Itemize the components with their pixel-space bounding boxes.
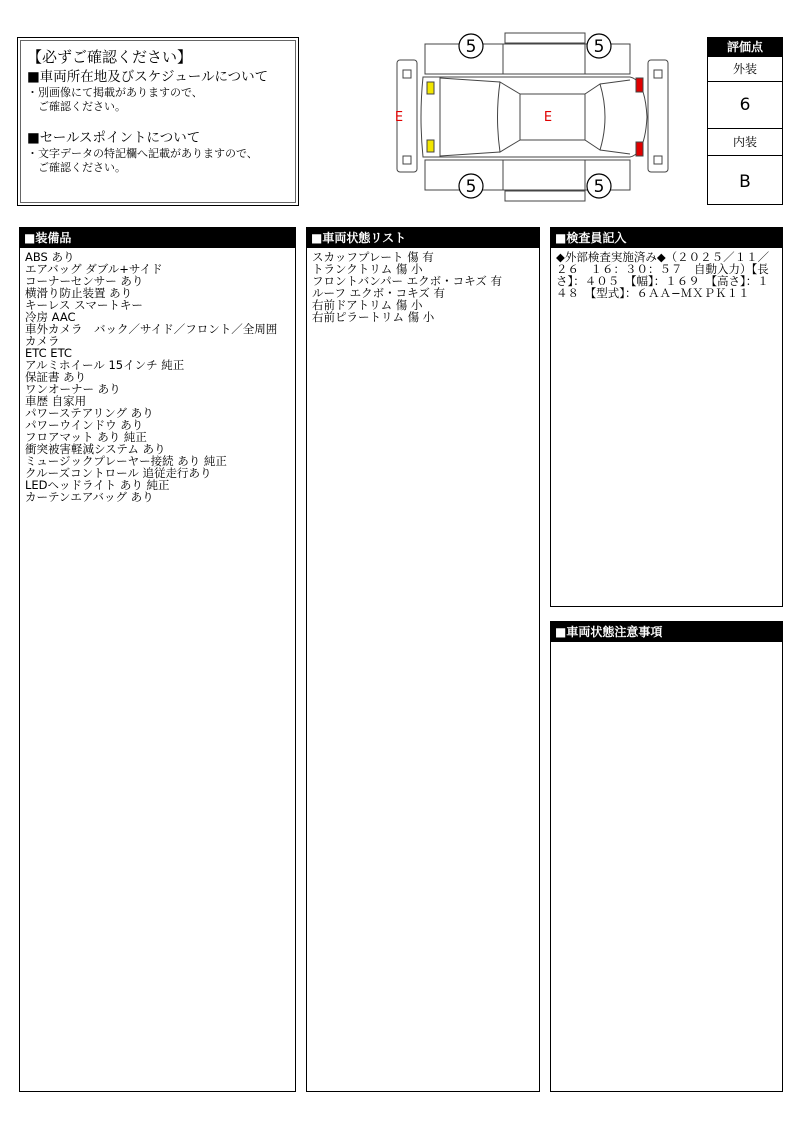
inspector-panel [550,227,783,607]
condition-notes-panel [550,621,783,1092]
inspector-notes: ◆外部検査実施済み◆（２０２５／１１／２６ １６：３０：５７ 自動入力）【長さ】：４０５ 【幅】：１６９ 【高さ】：１４８ 【型式】：６ＡＡ−ＭＸＰＫ１１ [556,250,770,300]
condition-notes-header: ■車両状態注意事項 [551,622,782,642]
notice-title: 【必ずご確認ください】 [27,48,193,66]
tire-mark-front-left: 5 [465,37,477,57]
exterior-label: 外装 [708,56,782,81]
tire-mark-rear-right: 5 [593,177,605,197]
front-light-bottom [427,140,434,152]
notice-box [17,37,299,206]
damage-mark-front: E [395,110,404,125]
condition-list: スカッフプレート 傷 有 トランクトリム 傷 小 フロントバンパー エクボ・コキズ 有 ルーフ エクボ・コキズ 有 右前ドアトリム 傷 小 右前ピラートリム 傷 小 [312,250,503,324]
damage-mark-roof: E [543,110,553,125]
grade-title: 評価点 [708,38,782,56]
car-condition-diagram [395,32,675,202]
rear-light-bottom [636,142,643,156]
notice-location-line1: ・別画像にて掲載がありますので、 [27,86,203,99]
equipment-header: ■装備品 [20,228,295,248]
notice-salespoint-heading: ■セールスポイントについて [27,130,201,146]
equipment-panel [19,227,296,1092]
condition-list-panel [306,227,540,1092]
condition-notes [551,642,782,648]
grade-box [707,37,783,205]
exterior-grade: 6 [708,81,782,129]
tire-mark-front-right: 5 [465,177,477,197]
rear-light-top [636,78,643,92]
notice-location-line2: ご確認ください。 [27,100,126,113]
inspector-header: ■検査員記入 [551,228,782,248]
front-light-top [427,82,434,94]
condition-list-header: ■車両状態リスト [307,228,539,248]
equipment-list: ABS あり エアバッグ ダブル+サイド コーナーセンサー あり 横滑り防止装置 あり キーレス スマートキー 冷房 AAC 車外カメラ バック／サイド／フロント／全周囲 カメラ ETC ETC アルミホイール 15インチ 純正 保証書 あり ワンオーナー あり 車歴 自家用 パワーステアリング あり パワーウインドウ あり フロアマット あり 純正 衝突被害軽減システム あり ミュージックプレーヤー接続 あり 純正 クルーズコントロール 追従走行あり LEDヘッドライト あり 純正 カーテンエアバッグ あり [25,250,278,504]
notice-salespoint-line1: ・文字データの特記欄へ記載がありますので、 [27,147,258,160]
interior-label: 内装 [732,135,757,149]
interior-grade: B [708,155,782,208]
tire-mark-rear-left: 5 [593,37,605,57]
notice-location-heading: ■車両所在地及びスケジュールについて [27,69,269,85]
notice-salespoint-line2: ご確認ください。 [27,161,126,174]
